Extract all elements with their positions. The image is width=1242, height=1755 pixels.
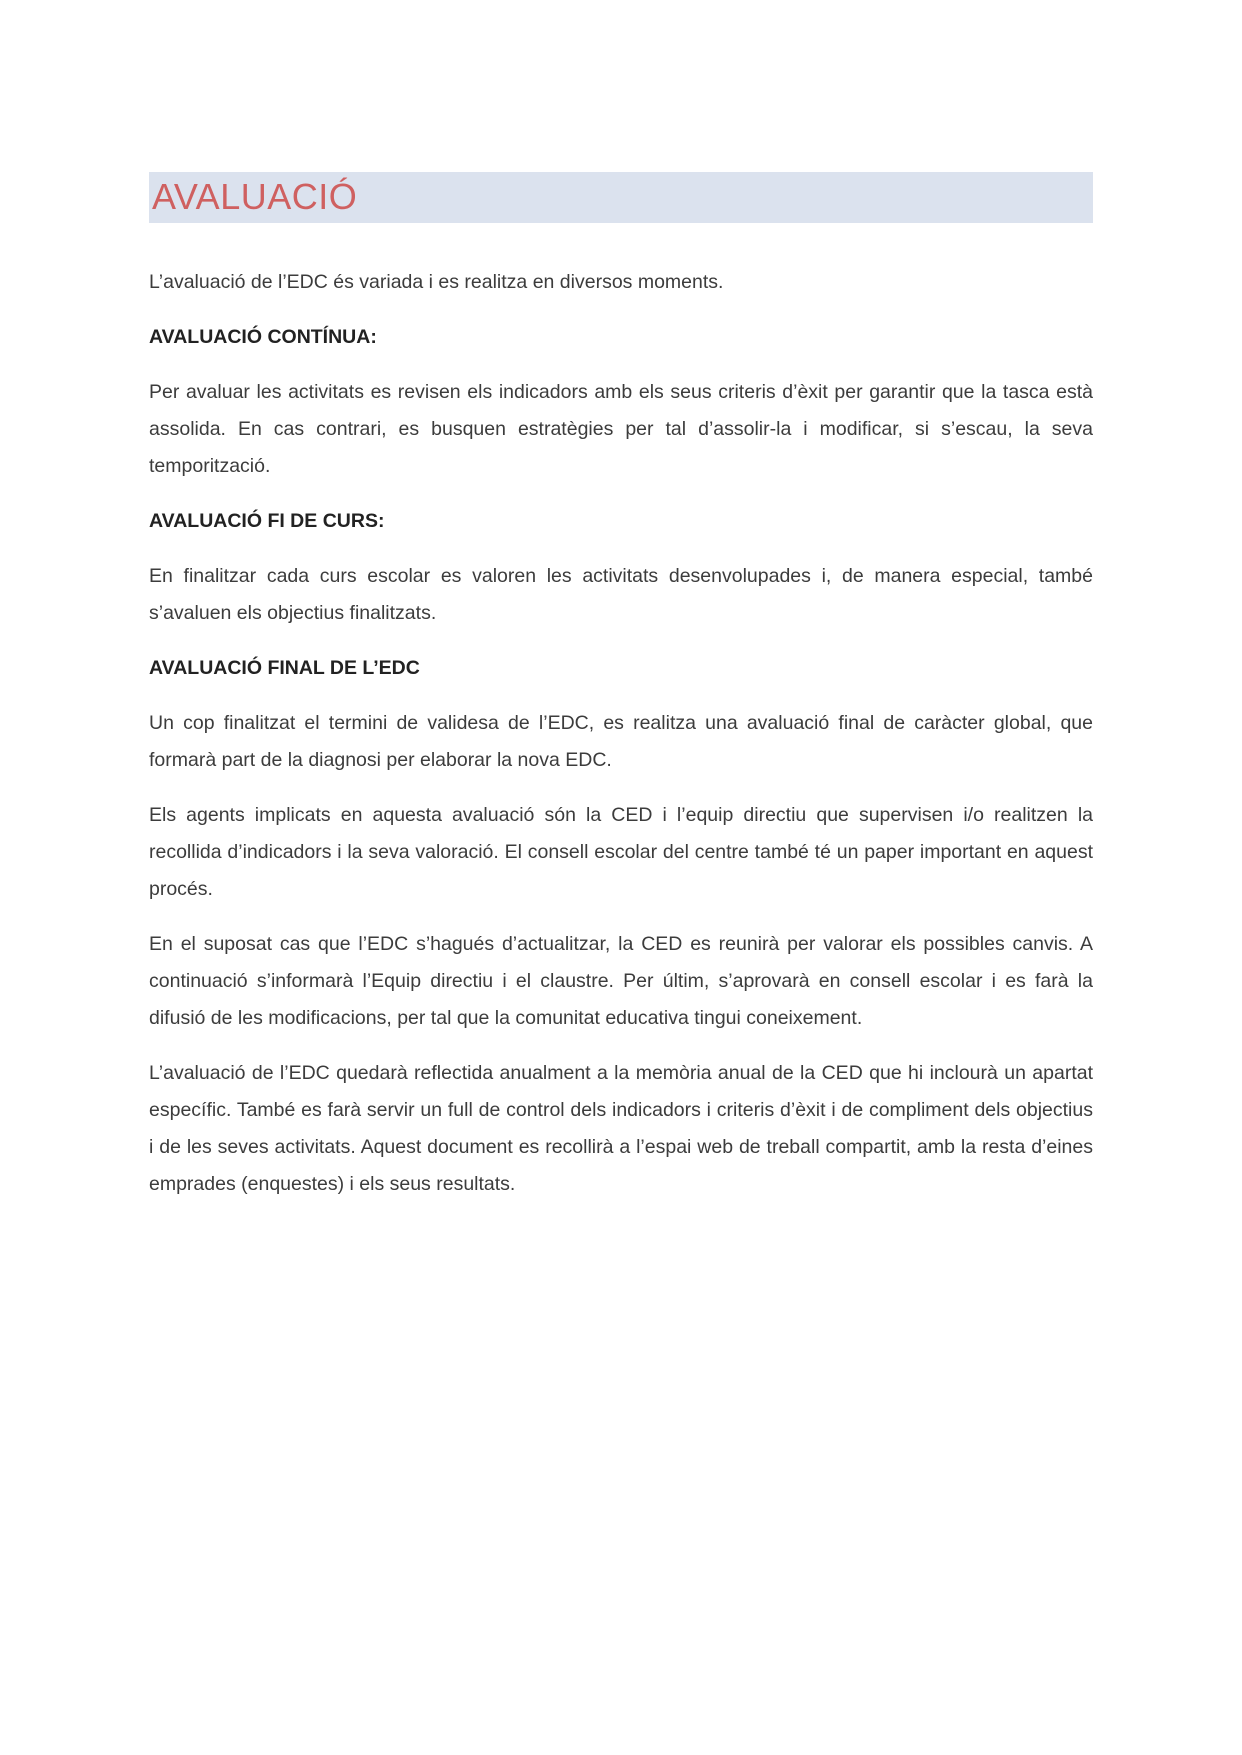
subsection-heading-avaluacio-continua: AVALUACIÓ CONTÍNUA:: [149, 326, 377, 348]
subsection-heading-avaluacio-fi-de-curs: AVALUACIÓ FI DE CURS:: [149, 510, 385, 532]
paragraph-avaluacio-final-3: En el suposat cas que l’EDC s’hagués d’actualitzar, la CED es reunirà per valorar els possibles canvis. A continuació s’informarà l’Equip directiu i el claustre. Per últim, s’aprovarà en consell escolar i es farà la difusió de les modificacions, per tal que la comunitat educativa tingui coneixement.: [149, 933, 1093, 1029]
paragraph-avaluacio-final-4: L’avaluació de l’EDC quedarà reflectida anualment a la memòria anual de la CED que hi inclourà un apartat específic. També es farà servir un full de control dels indicadors i criteris d’èxit i de compliment dels objectius i de les seves activitats. Aquest document es recollirà a l’espai web de treball compartit, amb la resta d’eines emprades (enquestes) i els seus resultats.: [149, 1062, 1093, 1195]
subsection-heading-avaluacio-final-edc: AVALUACIÓ FINAL DE L’EDC: [149, 657, 420, 679]
paragraph-avaluacio-continua: Per avaluar les activitats es revisen els indicadors amb els seus criteris d’èxit per garantir que la tasca està assolida. En cas contrari, es busquen estratègies per tal d’assolir-la i modificar, si s’escau, la seva temporització.: [149, 381, 1093, 477]
paragraph-avaluacio-final-2: Els agents implicats en aquesta avaluació són la CED i l’equip directiu que supervisen i/o realitzen la recollida d’indicadors i la seva valoració. El consell escolar del centre també té un paper important en aquest procés.: [149, 804, 1093, 900]
paragraph-avaluacio-fi-de-curs: En finalitzar cada curs escolar es valoren les activitats desenvolupades i, de manera especial, també s’avaluen els objectius finalitzats.: [149, 565, 1093, 624]
intro-paragraph: L’avaluació de l’EDC és variada i es realitza en diversos moments.: [149, 271, 724, 293]
page-title: AVALUACIÓ: [152, 175, 358, 217]
document-page: [149, 0, 1093, 1221]
section-title-band: [149, 172, 1093, 223]
paragraph-avaluacio-final-1: Un cop finalitzat el termini de validesa de l’EDC, es realitza una avaluació final de caràcter global, que formarà part de la diagnosi per elaborar la nova EDC.: [149, 712, 1093, 771]
